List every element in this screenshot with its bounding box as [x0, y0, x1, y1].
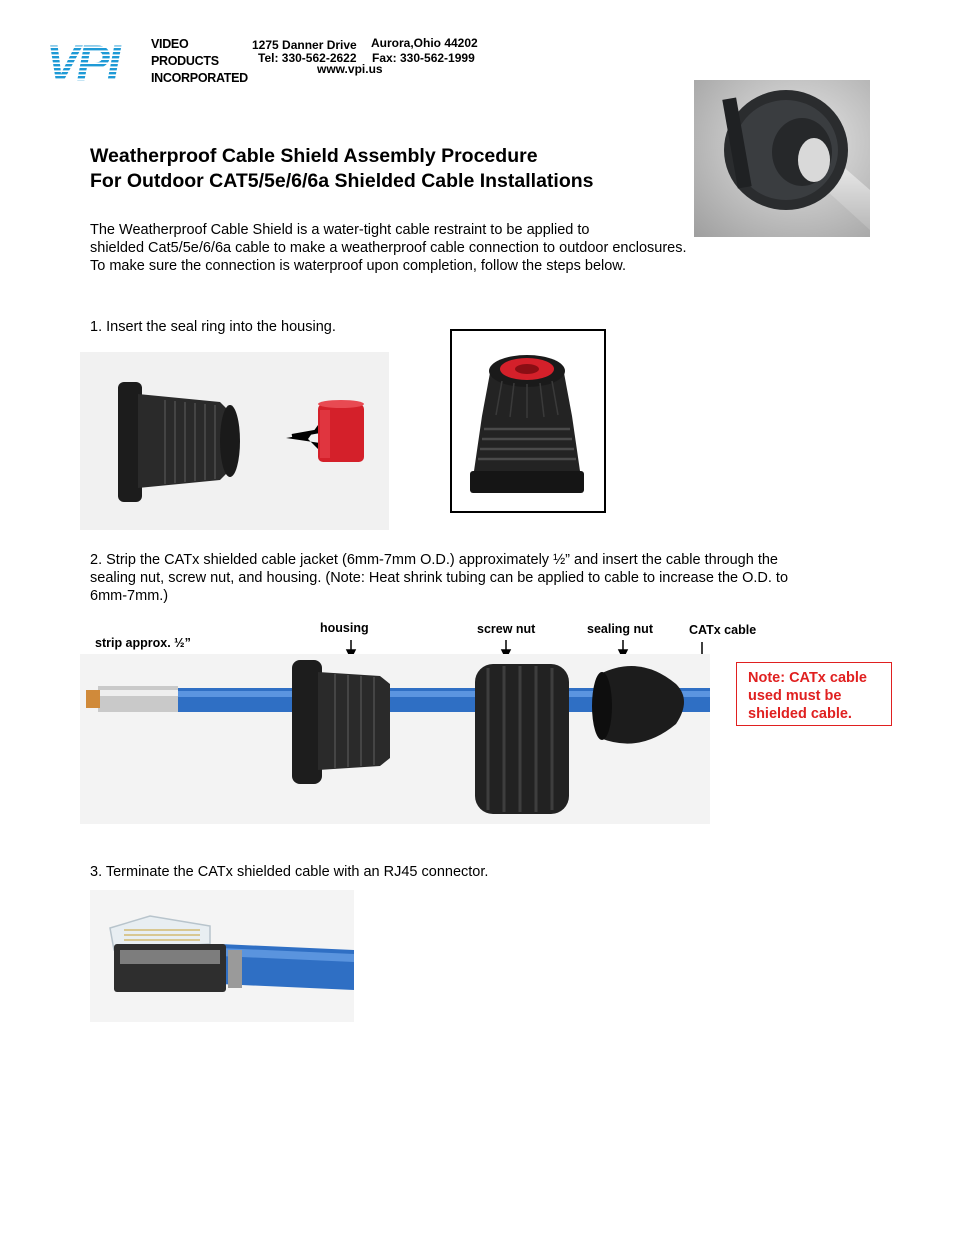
intro-text: The Weatherproof Cable Shield is a water-tight cable restraint to be applied to: [90, 222, 590, 238]
step-3-text: 3. Terminate the CATx shielded cable with an RJ45 connector.: [90, 864, 489, 880]
seal-ring-inserted-photo: [450, 329, 606, 513]
step-1-text: 1. Insert the seal ring into the housing.: [90, 319, 336, 335]
step-2-text: sealing nut, screw nut, and housing. (Note: Heat shrink tubing can be applied to cable to increase the O.D. to: [90, 570, 789, 586]
product-photo-assembled: [694, 80, 870, 237]
company-name: [151, 36, 248, 87]
intro-text: To make sure the connection is waterproof upon completion, follow the steps below.: [90, 258, 626, 274]
page-subtitle: For Outdoor CAT5/5e/6/6a Shielded Cable Installations: [90, 170, 594, 192]
cable-assembly-parts-photo: [80, 654, 710, 824]
website-link[interactable]: www.vpi.us: [317, 62, 383, 76]
company-name-line: INCORPORATED: [151, 71, 248, 85]
company-logo: [46, 36, 146, 86]
page-title: Weatherproof Cable Shield Assembly Procedure: [90, 145, 538, 167]
housing-label: housing: [320, 621, 369, 635]
fax-number: Fax: 330-562-1999: [372, 51, 475, 65]
housing-and-seal-ring-photo: [80, 352, 389, 530]
address-city: Aurora,Ohio 44202: [371, 36, 478, 50]
shielded-cable-note: [736, 662, 892, 726]
step-2-text: 2. Strip the CATx shielded cable jacket (6mm-7mm O.D.) approximately ½” and insert the cable through the: [90, 552, 778, 568]
rj45-connector-photo: [90, 890, 354, 1022]
intro-text: shielded Cat5/5e/6/6a cable to make a weatherproof cable connection to outdoor enclosures.: [90, 240, 687, 256]
company-name-line: PRODUCTS: [151, 54, 219, 68]
note-line: shielded cable.: [748, 706, 852, 722]
screw-nut-label: screw nut: [477, 622, 536, 636]
address-street: 1275 Danner Drive: [252, 38, 357, 52]
step-2-text: 6mm-7mm.): [90, 588, 169, 604]
phone-number: Tel: 330-562-2622: [258, 51, 357, 65]
strip-label: strip approx. ½”: [95, 636, 191, 650]
note-line: used must be: [748, 688, 842, 704]
logo-mark: VPI: [46, 36, 118, 86]
catx-cable-label: CATx cable: [689, 623, 757, 637]
company-name-line: VIDEO: [151, 37, 189, 51]
note-line: Note: CATx cable: [748, 670, 867, 686]
sealing-nut-label: sealing nut: [587, 622, 653, 636]
